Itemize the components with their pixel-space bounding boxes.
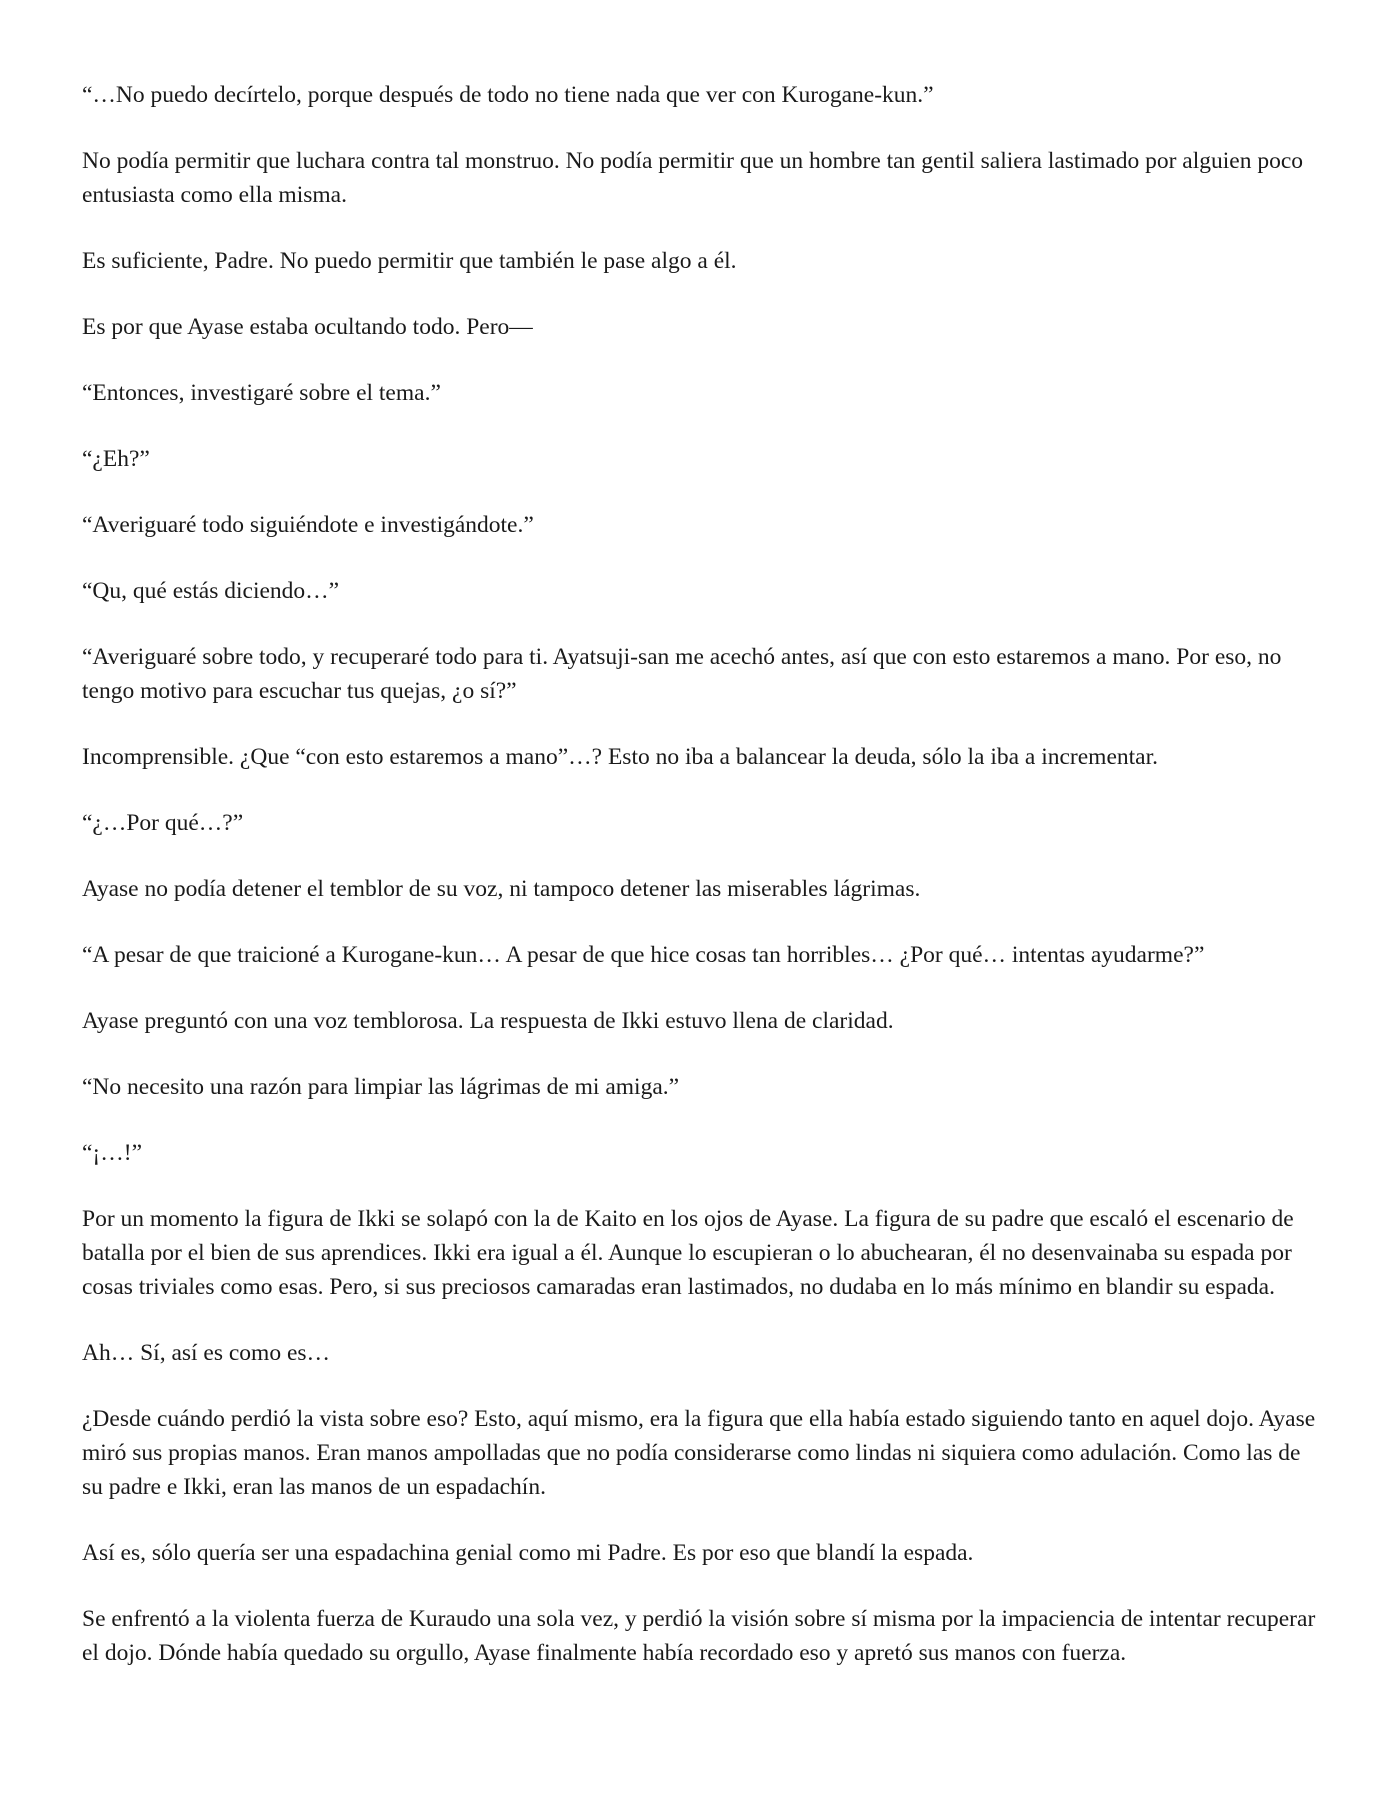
paragraph: “No necesito una razón para limpiar las lágrimas de mi amiga.” [82,1074,680,1100]
paragraph: Ayase no podía detener el temblor de su voz, ni tampoco detener las miserables lágrimas. [82,876,921,902]
paragraph: “Averiguaré sobre todo, y recuperaré todo para ti. Ayatsuji-san me acechó antes, así que con esto estaremos a mano. Por eso, no tengo motivo para escuchar tus quejas, ¿o sí?” [82,644,1282,704]
paragraph: Incomprensible. ¿Que “con esto estaremos a mano”…? Esto no iba a balancear la deuda, sólo la iba a incrementar. [82,744,1158,770]
paragraph: “…No puedo decírtelo, porque después de todo no tiene nada que ver con Kurogane-kun.” [82,82,934,108]
paragraph: “Entonces, investigaré sobre el tema.” [82,380,441,406]
paragraph: “A pesar de que traicioné a Kurogane-kun… A pesar de que hice cosas tan horribles… ¿Por qué… intentas ayudarme?” [82,942,1205,968]
paragraph: Así es, sólo quería ser una espadachina genial como mi Padre. Es por eso que blandí la espada. [82,1540,974,1566]
paragraph: Por un momento la figura de Ikki se solapó con la de Kaito en los ojos de Ayase. La figura de su padre que escaló el escenario de batalla por el bien de sus aprendices. Ikki era igual a él. Aunque lo escupieran o lo abuchearan, él no desenvainaba su espada por cosas triviales como esas. Pero, si sus preciosos camaradas eran lastimados, no dudaba en lo más mínimo en blandir su espada. [82,1206,1294,1300]
paragraph: Ah… Sí, así es como es… [82,1340,331,1366]
paragraph: “¡…!” [82,1140,143,1166]
paragraph: “Averiguaré todo siguiéndote e investigándote.” [82,512,534,538]
paragraph: Ayase preguntó con una voz temblorosa. La respuesta de Ikki estuvo llena de claridad. [82,1008,894,1034]
paragraph: Es por que Ayase estaba ocultando todo. Pero— [82,314,533,340]
paragraph: Se enfrentó a la violenta fuerza de Kuraudo una sola vez, y perdió la visión sobre sí misma por la impaciencia de intentar recuperar el dojo. Dónde había quedado su orgullo, Ayase finalmente había recordado eso y apretó sus manos con fuerza. [82,1606,1316,1666]
paragraph: Es suficiente, Padre. No puedo permitir que también le pase algo a él. [82,248,737,274]
paragraph: “Qu, qué estás diciendo…” [82,578,340,604]
paragraph: “¿…Por qué…?” [82,810,244,836]
paragraph: ¿Desde cuándo perdió la vista sobre eso? Esto, aquí mismo, era la figura que ella había estado siguiendo tanto en aquel dojo. Ayase miró sus propias manos. Eran manos ampolladas que no podía considerarse como lindas ni siquiera como adulación. Como las de su padre e Ikki, eran las manos de un espadachín. [82,1406,1316,1500]
paragraph: “¿Eh?” [82,446,150,472]
document-page [82,78,1322,1702]
paragraph: No podía permitir que luchara contra tal monstruo. No podía permitir que un hombre tan gentil saliera lastimado por alguien poco entusiasta como ella misma. [82,148,1304,208]
